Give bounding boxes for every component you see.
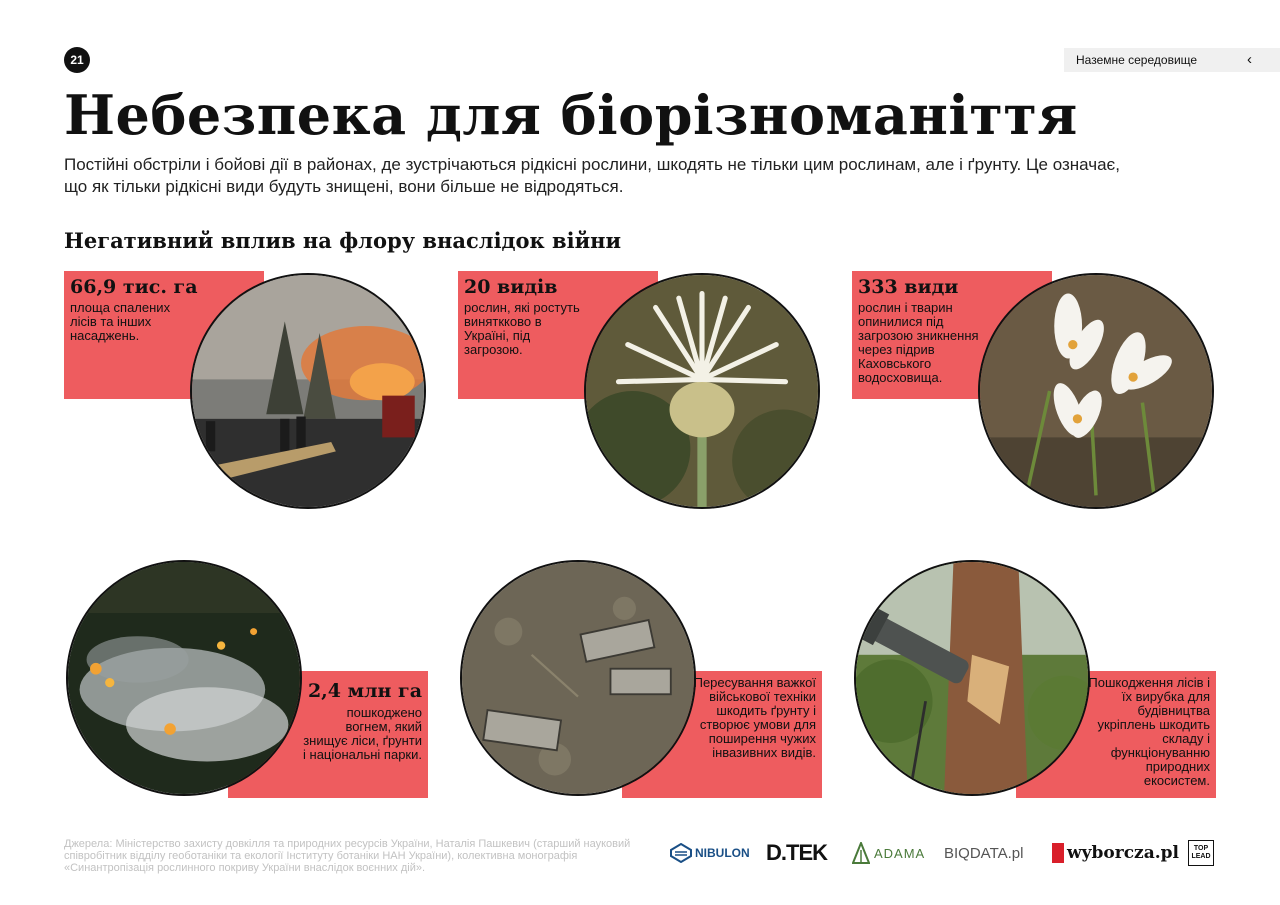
section-subtitle: Негативний вплив на флору внаслідок війни: [64, 228, 622, 253]
stat-card-heavy-machinery: [458, 558, 822, 798]
section-tab[interactable]: [1064, 48, 1280, 72]
partner-logos: [670, 838, 1230, 868]
stat-description: рослин і тварин опинилися під загрозою зникнення через підрив Каховського водосховища.: [858, 300, 979, 385]
chevron-left-icon[interactable]: ‹: [1247, 51, 1252, 68]
stat-description: Пошкодження лісів і їх вирубка для будівництва укріплень шкодить складу і функціонуванню природних екосистем.: [1088, 675, 1210, 788]
adama-logo: [852, 838, 925, 868]
intro-paragraph: Постійні обстріли і бойові дії в районах, де зустрічаються рідкісні рослини, шкодять не тільки цим рослинам, але і ґрунту. Це означає, що як тільки рідкісні види будуть знищені, вони більше не відродяться.: [64, 155, 1120, 196]
stat-card-burned-forests: [64, 271, 428, 511]
toplead-logo: [1188, 840, 1214, 866]
toplead-logo-top: TOP: [1193, 845, 1209, 852]
stat-card-forest-damage: [852, 558, 1216, 798]
dtek-logo: D.TEK: [766, 840, 827, 865]
wyborcza-logo-text: wyborcza.pl: [1067, 843, 1179, 863]
section-tab-label: Наземне середовище: [1076, 53, 1198, 67]
stat-card-kakhovka-species: [852, 271, 1216, 511]
toplead-logo-bottom: LEAD: [1191, 853, 1211, 860]
aerial-wildfire-smoke-photo: [66, 560, 302, 796]
adama-logo-text: ADAMA: [874, 845, 926, 861]
stat-description: рослин, які ростуть виняткково в Україні, під загрозою.: [464, 300, 580, 357]
forest-fire-firefighters-photo: [190, 273, 426, 509]
stat-value: 2,4 млн га: [307, 680, 422, 702]
stat-value: 333 види: [858, 276, 959, 298]
stat-description: Пересування важкої військової техніки шкодить ґрунту і створює умови для поширення чужих інвазивних видів.: [693, 675, 816, 760]
white-cornflower-photo: [584, 273, 820, 509]
page-title: Небезпека для біорізноманіття: [64, 83, 1078, 147]
rocket-in-tree-photo: [854, 560, 1090, 796]
wyborcza-logo: [1052, 838, 1179, 868]
wyborcza-red-mark-icon: [1052, 843, 1064, 863]
stat-description: площа спалених лісів та інших насаджень.: [70, 300, 171, 343]
stat-value: 66,9 тис. га: [70, 276, 198, 298]
sources-footnote: Джерела: Міністерство захисту довкілля та природних ресурсів України, Наталія Пашкевич (старший науковий співробітник відділу геоботаніки та екології Інституту ботаніки НАН України), колективна монографія «Синантропізація рослинного покриву України внаслідок воєнних дій».: [64, 838, 631, 874]
biqdata-logo: BIQDATA.pl: [944, 844, 1024, 862]
stat-description: пошкоджено вогнем, який знищує ліси, ґрунти і національні парки.: [303, 705, 422, 762]
white-crocus-photo: [978, 273, 1214, 509]
stat-value: 20 видів: [464, 276, 558, 298]
destroyed-tanks-field-photo: [460, 560, 696, 796]
nibulon-logo-text: NIBULON: [695, 846, 750, 860]
page-number: 21: [64, 47, 90, 73]
stat-card-endemic-species: [458, 271, 822, 511]
stat-card-fire-damage: [64, 558, 428, 798]
nibulon-logo: [670, 838, 750, 868]
